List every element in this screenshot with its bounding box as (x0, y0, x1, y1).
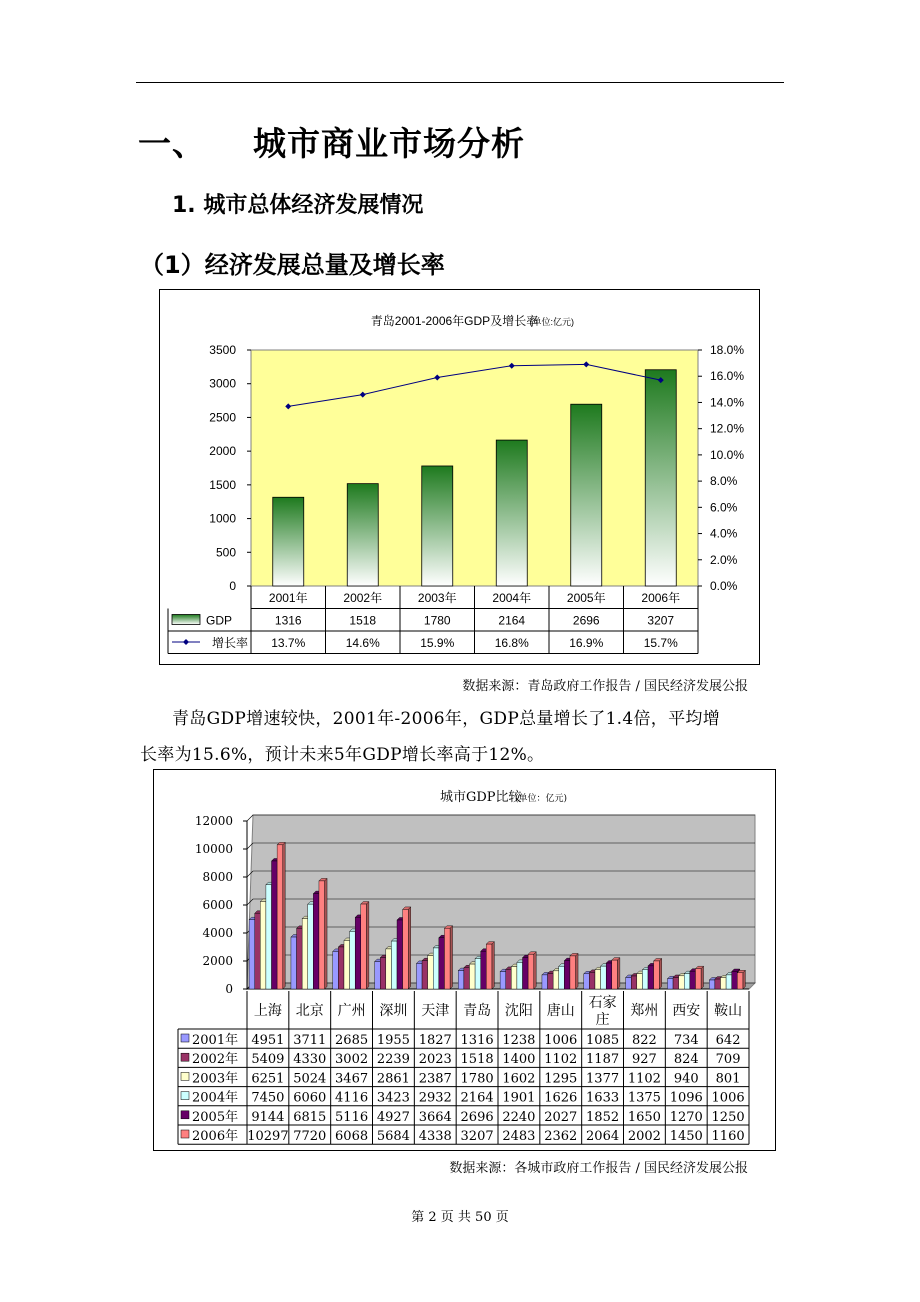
city-gdp-bar (297, 928, 303, 989)
bar-side (366, 902, 369, 989)
city-gdp-bar (511, 967, 517, 989)
city-gdp-bar (631, 976, 637, 989)
city-gdp-bar (715, 979, 721, 989)
bar-side (576, 953, 579, 989)
table-data-label: 1827 (418, 1033, 452, 1048)
table-data-label: 2362 (544, 1129, 578, 1144)
subsection-heading: 1. 城市总体经济发展情况 (172, 193, 424, 218)
y-tick-label: 6000 (202, 898, 233, 912)
table-data-label: 1852 (586, 1109, 620, 1125)
city-gdp-bar (589, 972, 595, 989)
gdp-growth-chart-frame (159, 289, 760, 665)
gdp-bar (422, 466, 453, 586)
table-data-label: 927 (632, 1052, 657, 1068)
city-gdp-bar (595, 970, 601, 989)
y-tick-label: 10000 (194, 842, 233, 856)
table-data-label: 1518 (460, 1052, 494, 1068)
paragraph-line-2: 长率为15.6%，预计未来5年GDP增长率高于12%。 (140, 745, 545, 765)
legend-series-label: 2004年 (192, 1090, 239, 1106)
city-gdp-bar (542, 975, 548, 989)
table-data-label: 2027 (544, 1109, 578, 1125)
y-tick-label: 0 (229, 579, 236, 593)
gdp-bar (273, 497, 304, 586)
x-category-label: 青岛 (463, 1003, 492, 1019)
table-data-label: 824 (673, 1052, 699, 1068)
x-category-label: 2002年 (343, 591, 383, 605)
x-category-label: 2004年 (492, 591, 532, 605)
city-gdp-bar (548, 974, 554, 989)
table-data-label: 9144 (251, 1109, 285, 1125)
city-gdp-bar (553, 971, 559, 989)
city-gdp-bar (416, 963, 422, 989)
table-data-label: 1238 (502, 1033, 536, 1048)
table-data-label: 4338 (418, 1129, 452, 1144)
growth-data-label: 15.9% (420, 636, 455, 650)
table-data-label: 3664 (418, 1109, 452, 1125)
x-category-label: 2001年 (268, 591, 308, 605)
gdp-bar (571, 404, 602, 586)
header-rule (136, 82, 784, 83)
y-tick-label: 3500 (209, 343, 236, 357)
table-data-label: 1006 (544, 1033, 578, 1048)
gdp-data-label: 1780 (423, 613, 451, 628)
x-category-label: 深圳 (379, 1003, 408, 1019)
table-data-label: 2685 (335, 1033, 369, 1048)
table-data-label: 2932 (418, 1090, 452, 1106)
table-data-label: 1295 (544, 1071, 578, 1087)
section-heading (138, 118, 525, 165)
gdp-data-label: 2164 (498, 613, 526, 628)
chart2-title-unit: (单位：亿元) (515, 794, 568, 804)
table-data-label: 5024 (293, 1071, 327, 1087)
x-category-label: 北京 (295, 1003, 324, 1019)
chart2-source: 数据来源：各城市政府工作报告 / 国民经济发展公报 (449, 1161, 748, 1176)
city-gdp-bar (667, 979, 673, 989)
growth-data-label: 14.6% (345, 636, 380, 650)
y-tick-label: 1500 (209, 477, 236, 492)
table-data-label: 1085 (586, 1033, 620, 1048)
chart1-plot-area (251, 350, 698, 586)
bar-side (492, 942, 495, 989)
city-gdp-bar (732, 972, 738, 990)
city-gdp-bar (695, 969, 701, 989)
bar-side (659, 958, 662, 989)
x-category-label: 沈阳 (504, 1003, 533, 1019)
table-data-label: 10297 (247, 1129, 289, 1144)
x-category-label: 上海 (253, 1003, 282, 1019)
city-gdp-bar (654, 961, 660, 989)
table-data-label: 1400 (502, 1052, 536, 1068)
table-data-label: 6251 (251, 1071, 285, 1087)
table-data-label: 2164 (460, 1090, 494, 1106)
y2-tick-label: 8.0% (710, 474, 738, 489)
city-gdp-bar (375, 962, 381, 989)
city-gdp-bar (606, 963, 612, 989)
table-data-label: 1633 (586, 1090, 620, 1106)
city-gdp-bar (386, 949, 392, 989)
section-number: 一、 (138, 124, 206, 163)
x-category-label: 2006年 (641, 591, 681, 605)
city-gdp-bar (648, 966, 654, 989)
city-gdp-bar (642, 970, 648, 989)
legend-swatch (181, 1092, 189, 1100)
city-gdp-bar (679, 976, 685, 989)
y-tick-label: 2500 (209, 410, 236, 425)
gdp-growth-chart (160, 290, 759, 664)
y2-tick-label: 16.0% (710, 369, 745, 384)
chart1-title: 青岛2001-2006年GDP及增长率 (370, 314, 539, 328)
city-gdp-chart (154, 770, 775, 1150)
city-gdp-bar (500, 972, 506, 989)
y-tick-label: 0 (225, 982, 233, 996)
table-data-label: 2387 (418, 1071, 452, 1087)
table-data-label: 4951 (251, 1033, 285, 1048)
y2-tick-label: 4.0% (710, 526, 738, 541)
x-category-label-line2: 庄 (595, 1012, 610, 1028)
city-gdp-bar (584, 974, 590, 989)
table-data-label: 1626 (544, 1090, 578, 1106)
city-gdp-bar (391, 941, 397, 989)
y2-tick-label: 6.0% (710, 500, 738, 515)
legend-swatch (181, 1130, 189, 1138)
table-data-label: 1096 (669, 1090, 703, 1106)
table-data-label: 2861 (376, 1071, 410, 1087)
subsubsection-heading: （1）经济发展总量及增长率 (140, 251, 445, 279)
table-data-label: 2696 (460, 1109, 494, 1125)
bar-side (701, 966, 704, 989)
city-gdp-bar (720, 978, 726, 989)
table-data-label: 709 (715, 1052, 741, 1068)
table-data-label: 2240 (502, 1109, 536, 1125)
y-tick-label: 2000 (202, 954, 233, 968)
city-gdp-chart-frame (153, 769, 776, 1151)
table-data-label: 6815 (293, 1109, 327, 1125)
gdp-bar (645, 370, 676, 586)
city-gdp-bar (709, 980, 715, 989)
city-gdp-bar (344, 940, 350, 989)
city-gdp-bar (302, 919, 308, 989)
table-data-label: 1316 (460, 1033, 494, 1048)
city-gdp-bar (475, 959, 481, 989)
table-data-label: 2064 (586, 1129, 620, 1144)
legend-growth-marker (183, 639, 189, 645)
table-data-label: 1270 (669, 1109, 703, 1125)
table-data-label: 734 (673, 1033, 699, 1048)
bar-side (283, 842, 286, 989)
y-tick-label: 500 (215, 545, 236, 560)
table-data-label: 642 (715, 1033, 741, 1048)
y-tick-label: 12000 (194, 814, 233, 828)
table-data-label: 1901 (502, 1090, 536, 1106)
city-gdp-bar (626, 977, 632, 989)
table-data-label: 6068 (335, 1129, 369, 1144)
city-gdp-bar (726, 975, 732, 989)
table-data-label: 2483 (502, 1129, 536, 1144)
x-category-label: 天津 (421, 1003, 450, 1019)
city-gdp-bar (350, 931, 356, 989)
city-gdp-bar (291, 937, 297, 989)
table-data-label: 822 (632, 1033, 657, 1048)
table-data-label: 3207 (460, 1129, 494, 1144)
bar-side (408, 907, 411, 989)
section-title: 城市商业市场分析 (253, 124, 525, 163)
city-gdp-bar (355, 917, 361, 989)
legend-series-label: 2005年 (192, 1109, 239, 1125)
table-data-label: 4330 (293, 1052, 327, 1068)
y-tick-label: 8000 (202, 870, 233, 884)
table-data-label: 5409 (251, 1052, 285, 1068)
growth-data-label: 13.7% (271, 636, 306, 650)
table-data-label: 7450 (251, 1090, 285, 1106)
y-tick-label: 4000 (202, 926, 233, 940)
x-category-label: 广州 (337, 1003, 366, 1019)
city-gdp-bar (403, 909, 409, 989)
city-gdp-bar (266, 885, 272, 989)
table-data-label: 1780 (460, 1071, 494, 1087)
city-gdp-bar (690, 971, 696, 989)
page-footer: 第 2 页 共 50 页 (411, 1210, 509, 1225)
table-data-label: 1006 (711, 1090, 745, 1106)
growth-data-label: 16.8% (494, 636, 529, 650)
gdp-bar (347, 484, 378, 586)
legend-series-label: 2002年 (192, 1052, 239, 1068)
x-category-label: 2005年 (566, 591, 606, 605)
table-data-label: 5116 (335, 1109, 369, 1125)
city-gdp-bar (439, 938, 445, 989)
table-data-label: 1375 (627, 1090, 661, 1106)
city-gdp-bar (422, 961, 428, 989)
table-data-label: 3002 (335, 1052, 369, 1068)
table-data-label: 4927 (376, 1109, 410, 1125)
table-data-label: 940 (673, 1071, 699, 1087)
table-data-label: 2002 (627, 1129, 661, 1144)
city-gdp-bar (528, 954, 534, 989)
gdp-bar (496, 440, 527, 586)
city-gdp-bar (517, 962, 523, 989)
city-gdp-bar (260, 901, 266, 989)
city-gdp-bar (272, 861, 278, 989)
table-data-label: 1187 (586, 1052, 620, 1068)
city-gdp-bar (486, 944, 492, 989)
legend-series-label: 2001年 (192, 1033, 239, 1048)
legend-swatch (181, 1034, 189, 1042)
city-gdp-bar (684, 974, 690, 989)
bar-side (325, 878, 328, 989)
legend-swatch (181, 1053, 189, 1061)
growth-data-label: 15.7% (643, 636, 678, 650)
legend-series-label: 2003年 (192, 1071, 239, 1087)
table-data-label: 2023 (418, 1052, 452, 1068)
chart2-title: 城市GDP比较 (440, 790, 522, 805)
city-gdp-bar (397, 920, 403, 989)
y2-tick-label: 0.0% (710, 579, 738, 593)
table-data-label: 801 (715, 1071, 741, 1087)
y2-tick-label: 12.0% (710, 421, 745, 436)
legend-growth-label: 增长率 (212, 636, 249, 650)
city-gdp-bar (612, 960, 618, 989)
city-gdp-bar (469, 964, 475, 989)
table-data-label: 1250 (711, 1109, 745, 1125)
gridline-depth (247, 815, 253, 821)
city-gdp-bar (559, 966, 565, 989)
y2-tick-label: 2.0% (710, 552, 738, 567)
x-category-label: 2003年 (417, 591, 457, 605)
legend-gdp-swatch (172, 615, 200, 625)
city-gdp-bar (428, 956, 434, 989)
legend-series-label: 2006年 (192, 1129, 239, 1144)
city-gdp-bar (255, 913, 261, 989)
table-data-label: 3711 (293, 1033, 327, 1048)
city-gdp-bar (444, 928, 450, 989)
table-data-label: 2239 (376, 1052, 410, 1068)
y2-tick-label: 14.0% (710, 395, 745, 410)
y-tick-label: 1000 (209, 511, 236, 526)
growth-data-label: 16.9% (569, 636, 604, 650)
chart1-source: 数据来源：青岛政府工作报告 / 国民经济发展公报 (462, 679, 748, 694)
gdp-data-label: 1316 (274, 613, 302, 628)
bar-side (617, 958, 620, 989)
city-gdp-bar (313, 894, 319, 989)
table-data-label: 1450 (669, 1129, 703, 1144)
city-gdp-bar (570, 956, 576, 989)
table-data-label: 1602 (502, 1071, 536, 1087)
city-gdp-bar (464, 968, 470, 989)
city-gdp-bar (481, 951, 487, 989)
city-gdp-bar (564, 961, 570, 989)
x-category-label: 郑州 (630, 1003, 659, 1019)
gdp-data-label: 3207 (647, 613, 675, 628)
legend-gdp-label: GDP (206, 613, 233, 628)
city-gdp-bar (319, 881, 325, 989)
gdp-data-label: 2696 (572, 613, 600, 628)
x-category-label: 唐山 (546, 1003, 575, 1019)
city-gdp-bar (458, 971, 464, 989)
city-gdp-bar (737, 973, 743, 989)
chart1-title-unit: (单位:亿元) (529, 317, 574, 327)
table-data-label: 4116 (335, 1090, 369, 1106)
city-gdp-bar (361, 904, 367, 989)
city-gdp-bar (249, 920, 255, 989)
table-data-label: 3467 (335, 1071, 369, 1087)
y2-tick-label: 18.0% (710, 343, 745, 357)
bar-side (450, 926, 453, 989)
legend-swatch (181, 1072, 189, 1080)
table-data-label: 5684 (376, 1129, 410, 1144)
table-data-label: 1650 (627, 1109, 661, 1125)
city-gdp-bar (433, 948, 439, 989)
table-data-label: 6060 (293, 1090, 327, 1106)
y2-tick-label: 10.0% (710, 447, 745, 462)
city-gdp-bar (338, 947, 344, 989)
city-gdp-bar (601, 966, 607, 989)
table-data-label: 1377 (586, 1071, 620, 1087)
city-gdp-bar (523, 958, 529, 989)
table-data-label: 1102 (627, 1071, 661, 1087)
legend-swatch (181, 1111, 189, 1119)
bar-side (743, 970, 746, 989)
paragraph-line-1: 青岛GDP增速较快，2001年-2006年，GDP总量增长了1.4倍，平均增 (172, 709, 721, 729)
city-gdp-bar (506, 969, 512, 989)
city-gdp-bar (380, 958, 386, 989)
city-gdp-bar (673, 977, 679, 989)
table-data-label: 3423 (376, 1090, 410, 1106)
y-tick-label: 2000 (209, 444, 236, 459)
table-data-label: 1160 (711, 1129, 745, 1144)
x-category-label: 西安 (672, 1003, 701, 1019)
city-gdp-bar (308, 904, 314, 989)
y-tick-label: 3000 (209, 376, 236, 391)
city-gdp-bar (277, 845, 283, 989)
x-category-label-line1: 石家 (588, 995, 617, 1011)
table-data-label: 1955 (376, 1033, 410, 1048)
x-category-label: 鞍山 (714, 1003, 743, 1019)
city-gdp-bar (333, 951, 339, 989)
table-data-label: 7720 (293, 1129, 327, 1144)
table-data-label: 1102 (544, 1052, 578, 1068)
gdp-data-label: 1518 (349, 613, 377, 628)
bar-side (534, 952, 537, 989)
city-gdp-bar (637, 974, 643, 989)
